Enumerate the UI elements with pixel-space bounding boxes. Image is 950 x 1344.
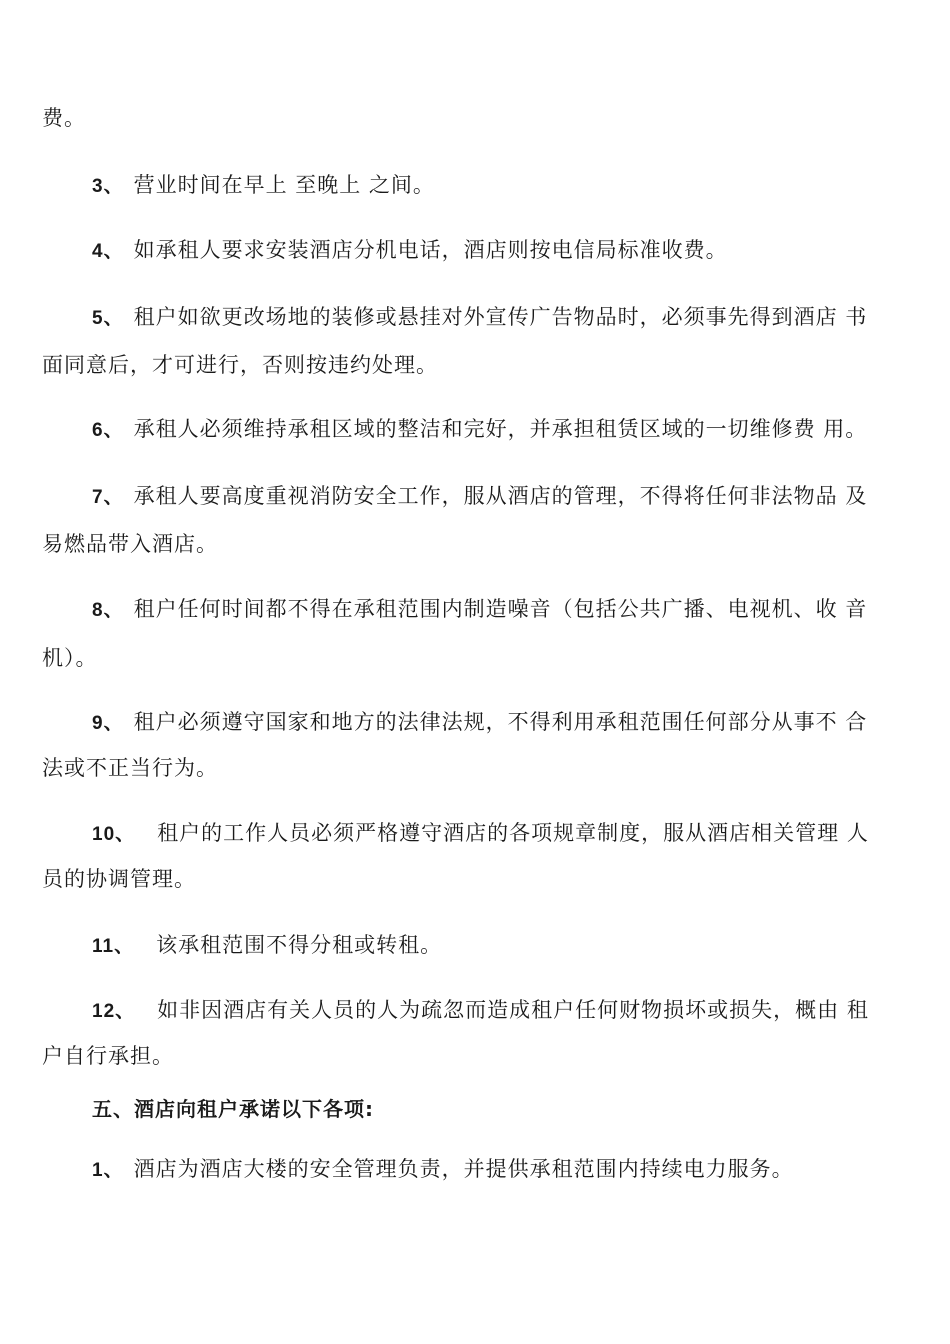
text-line (42, 643, 98, 673)
item-number: 12、 (92, 1001, 136, 1022)
item-text: 租户的工作人员必须严格遵守酒店的各项规章制度，服从酒店相关管理 人 (157, 821, 869, 845)
item-text: 如承租人要求安装酒店分机电话，酒店则按电信局标准收费。 (133, 238, 728, 262)
item-text: 租户如欲更改场地的装修或悬挂对外宣传广告物品时，必须事先得到酒店 书 (133, 305, 868, 329)
text-line (42, 350, 438, 380)
text-line (42, 753, 218, 783)
list-item (92, 481, 867, 513)
text-line (42, 1041, 174, 1071)
text-line (42, 103, 86, 133)
list-item (92, 235, 728, 267)
item-text: 承租人必须维持承租区域的整洁和完好，并承担租赁区域的一切维修费 用。 (133, 417, 868, 441)
item-number: 4、 (92, 241, 124, 262)
line-text: 机）。 (42, 646, 98, 670)
line-text: 法或不正当行为。 (42, 756, 218, 780)
item-text: 租户任何时间都不得在承租范围内制造噪音（包括公共广播、电视机、收 音 (133, 597, 868, 621)
list-item (92, 707, 867, 739)
item-number: 8、 (92, 600, 124, 621)
line-text: 面同意后，才可进行，否则按违约处理。 (42, 353, 438, 377)
item-text: 该承租范围不得分租或转租。 (156, 933, 443, 957)
item-number: 9、 (92, 713, 124, 734)
item-text: 租户必须遵守国家和地方的法律法规，不得利用承租范围任何部分从事不 合 (133, 710, 868, 734)
line-text: 户自行承担。 (42, 1044, 174, 1068)
line-text: 易燃品带入酒店。 (42, 532, 218, 556)
text-line (42, 529, 218, 559)
item-text: 营业时间在早上 至晚上 之间。 (133, 173, 435, 197)
list-item (92, 414, 867, 446)
item-text: 酒店为酒店大楼的安全管理负责，并提供承租范围内持续电力服务。 (133, 1157, 794, 1181)
list-item (92, 995, 869, 1027)
list-item (92, 818, 869, 850)
heading-text: 五、酒店向租户承诺以下各项: (92, 1097, 374, 1121)
item-number: 3、 (92, 176, 124, 197)
item-number: 7、 (92, 487, 124, 508)
item-number: 5、 (92, 308, 124, 329)
list-item (92, 1154, 794, 1186)
section-heading (92, 1094, 374, 1124)
item-number: 10、 (92, 824, 136, 845)
item-number: 6、 (92, 420, 124, 441)
item-number: 11、 (92, 936, 135, 957)
list-item (92, 930, 442, 962)
list-item (92, 170, 435, 202)
item-number: 1、 (92, 1160, 124, 1181)
item-text: 承租人要高度重视消防安全工作，服从酒店的管理，不得将任何非法物品 及 (133, 484, 868, 508)
list-item (92, 594, 867, 626)
text-line (42, 864, 196, 894)
list-item (92, 302, 867, 334)
line-text: 员的协调管理。 (42, 867, 196, 891)
item-text: 如非因酒店有关人员的人为疏忽而造成租户任何财物损坏或损失，概由 租 (157, 998, 869, 1022)
line-text: 费。 (42, 106, 86, 130)
